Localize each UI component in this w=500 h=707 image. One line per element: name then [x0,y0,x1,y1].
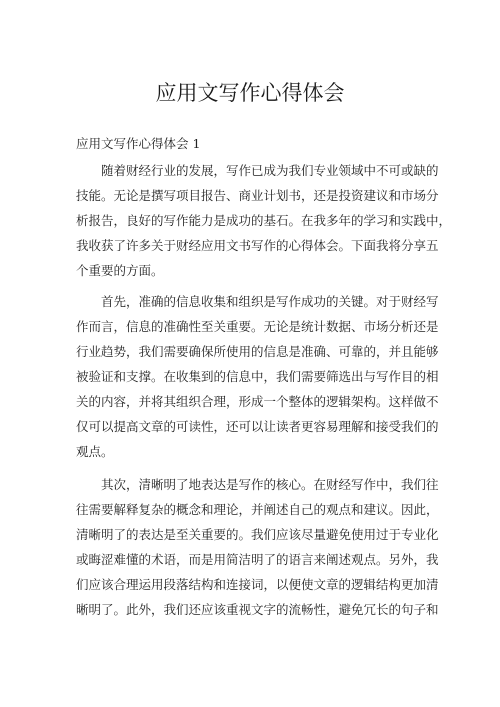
text-line: 析报告，良好的写作能力是成功的基石。在我多年的学习和实践中， [76,213,452,228]
document-title: 应用文写作心得体会 [155,81,345,105]
text-line: 晰明了。此外，我们还应该重视文字的流畅性，避免冗长的句子和 [76,602,439,617]
text-line: 清晰明了的表达是至关重要的。我们应该尽量避免使用过于专业化 [76,527,439,542]
text-line: 观点。 [76,444,114,459]
text-line: 关的内容，并将其组织合理，形成一个整体的逻辑架构。这样做不 [76,394,439,409]
text-line: 往需要解释复杂的概念和理论，并阐述自己的观点和建议。因此， [76,502,439,517]
text-line: 行业趋势，我们需要确保所使用的信息是准确、可靠的，并且能够 [76,344,439,359]
text-line: 首先，准确的信息收集和组织是写作成功的关键。对于财经写 [101,294,439,309]
text-line: 随着财经行业的发展，写作已成为我们专业领域中不可或缺的 [101,163,439,178]
text-line: 其次，清晰明了地表达是写作的核心。在财经写作中，我们往 [101,477,439,492]
text-line: 被验证和支撑。在收集到的信息中，我们需要筛选出与写作目的相 [76,369,439,384]
text-line: 我收获了许多关于财经应用文书写作的心得体会。下面我将分享五 [76,238,439,253]
text-line: 仅可以提高文章的可读性，还可以让读者更容易理解和接受我们的 [76,419,439,434]
text-line: 个重要的方面。 [76,263,164,278]
text-line: 或晦涩难懂的术语，而是用简洁明了的语言来阐述观点。另外，我 [76,552,439,567]
section-heading: 应用文写作心得体会 1 [76,136,201,151]
text-line: 作而言，信息的准确性至关重要。无论是统计数据、市场分析还是 [76,319,439,334]
text-line: 们应该合理运用段落结构和连接词，以便使文章的逻辑结构更加清 [76,577,439,592]
text-line: 技能。无论是撰写项目报告、商业计划书，还是投资建议和市场分 [76,188,439,203]
